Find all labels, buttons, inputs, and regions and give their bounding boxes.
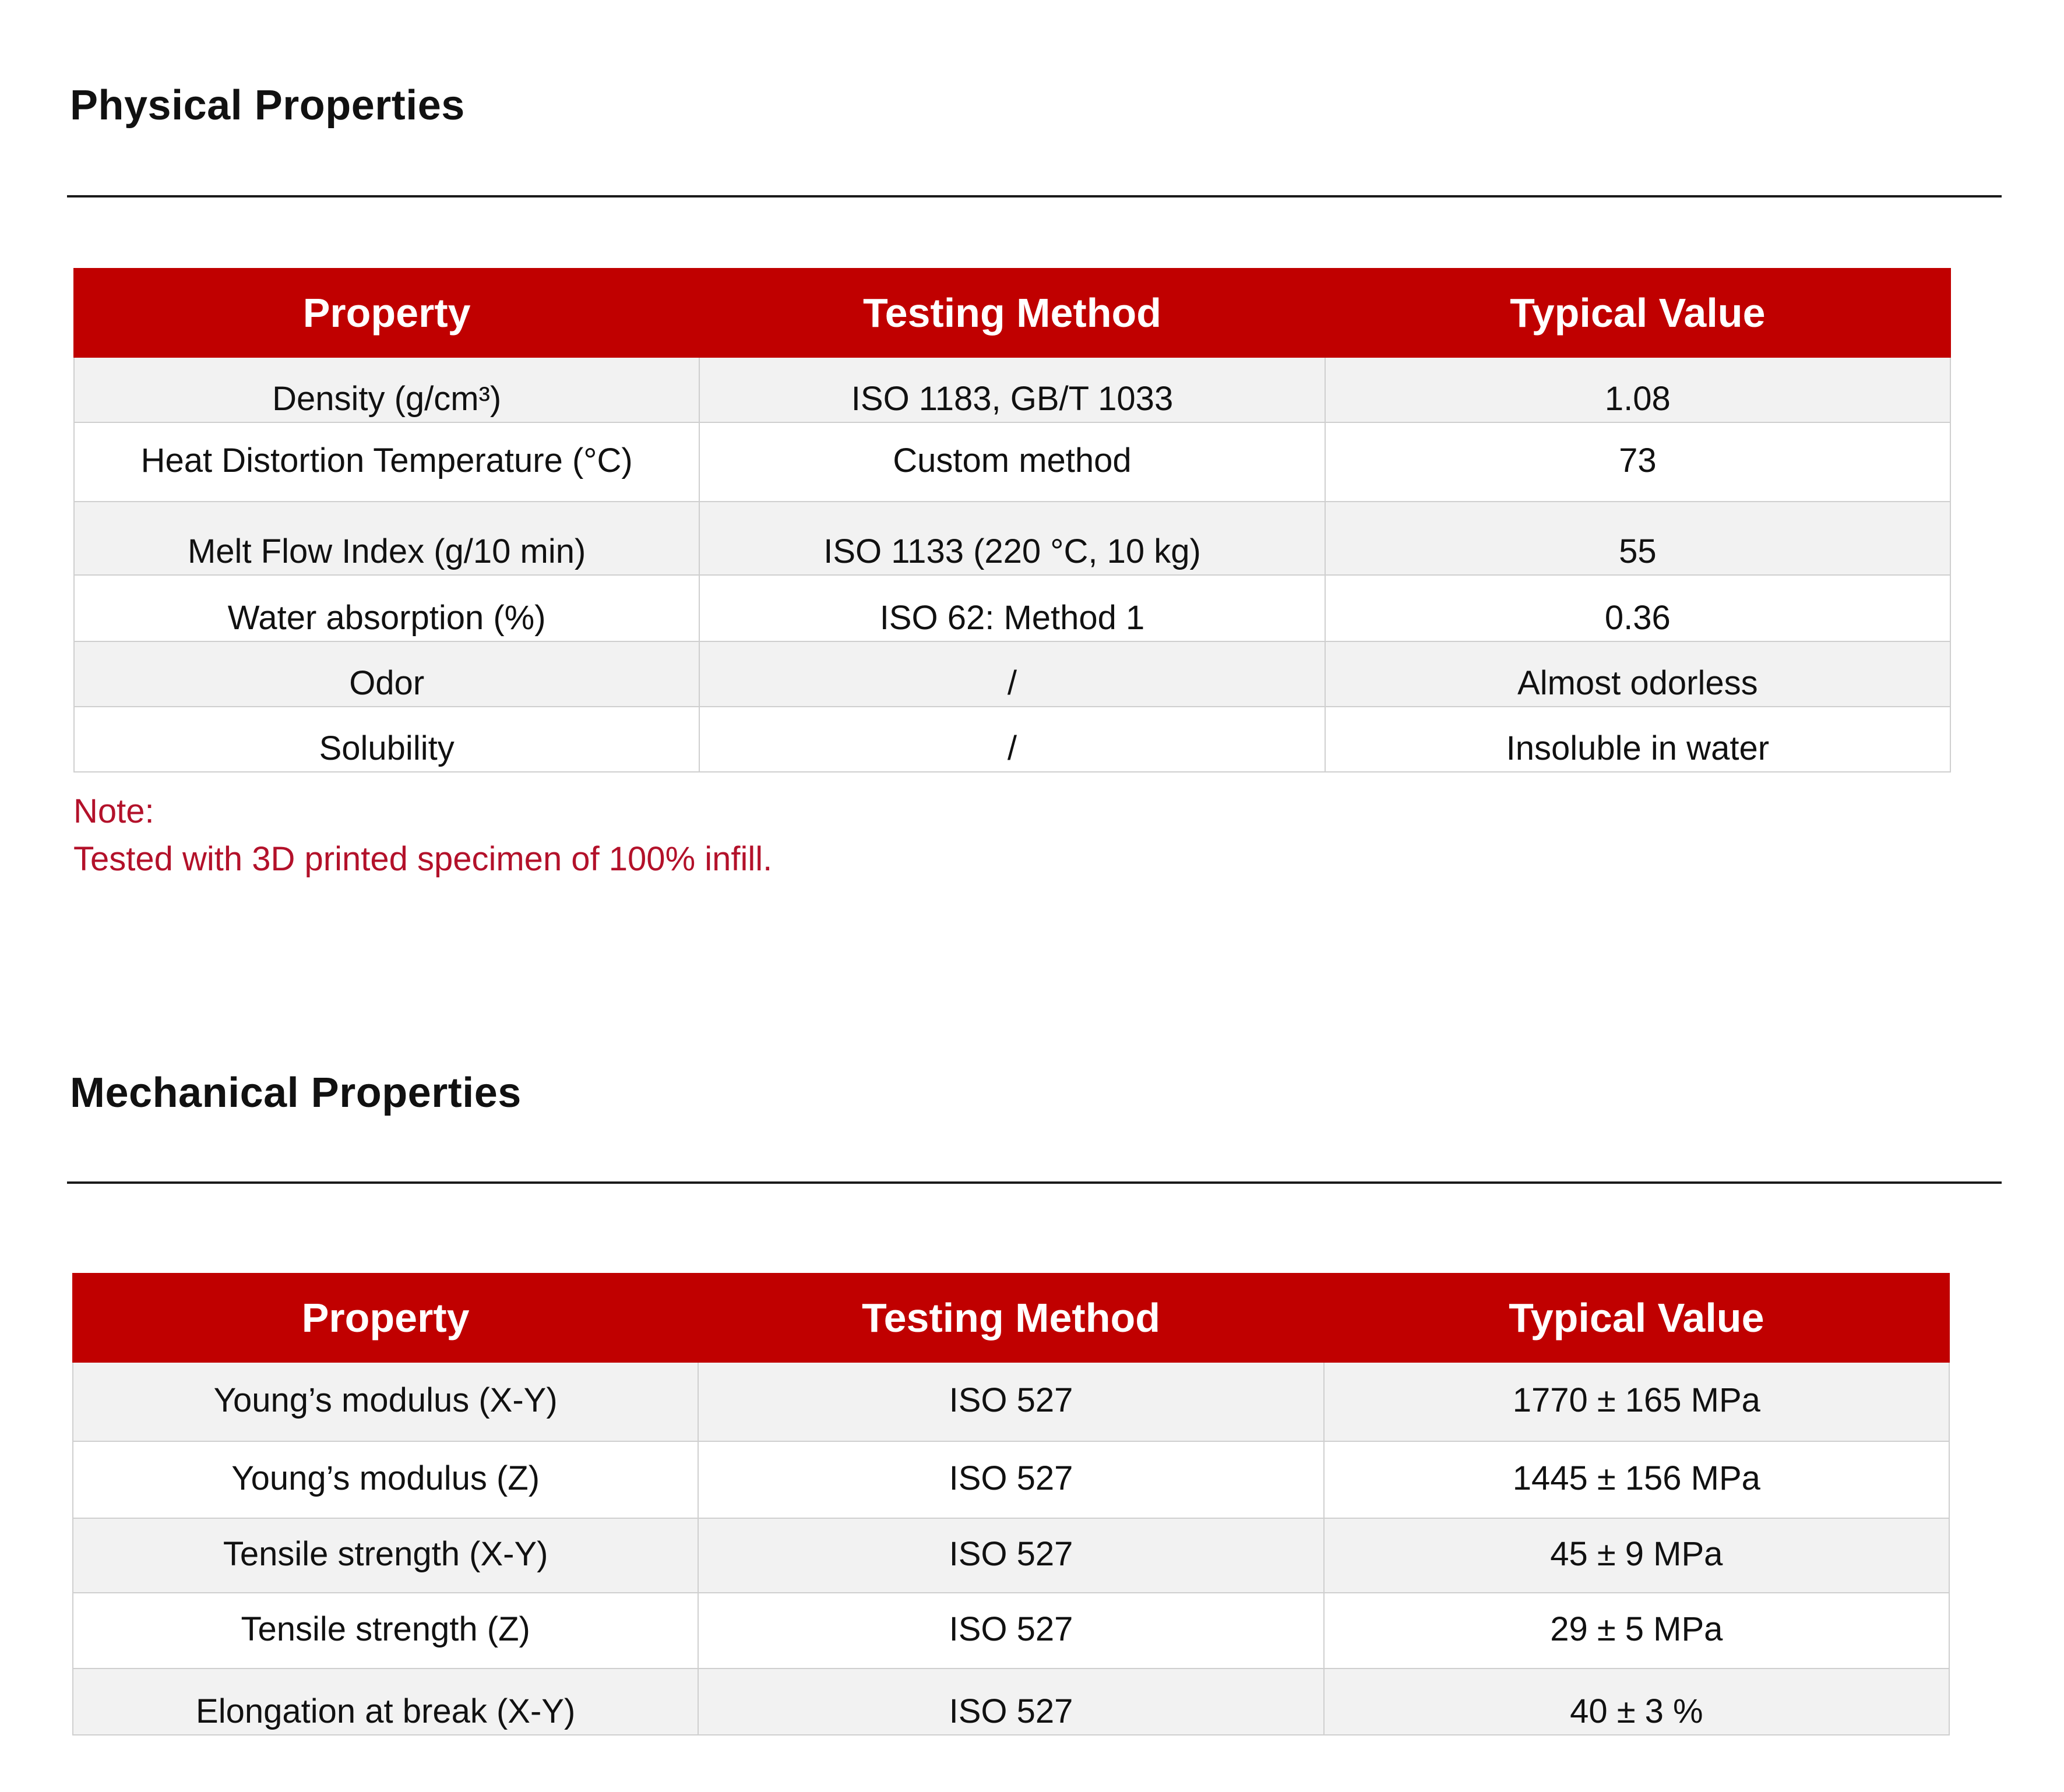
value-cell: 1770 ± 165 MPa — [1324, 1362, 1949, 1441]
table-row — [73, 1518, 1949, 1593]
method-cell: ISO 62: Method 1 — [699, 575, 1325, 641]
table-row — [74, 575, 1950, 641]
mechanical-divider — [67, 1181, 2002, 1184]
value-cell: 1.08 — [1325, 357, 1950, 422]
physical-properties-table — [73, 268, 1951, 772]
property-cell: Young’s modulus (X-Y) — [73, 1362, 698, 1441]
value-cell: 40 ± 3 % — [1324, 1668, 1949, 1735]
value-cell: 1445 ± 156 MPa — [1324, 1441, 1949, 1518]
column-header-testing-method: Testing Method — [698, 1274, 1323, 1362]
physical-note — [73, 788, 772, 883]
method-cell: / — [699, 707, 1325, 772]
physical-divider — [67, 195, 2002, 197]
table-row — [74, 357, 1950, 422]
table-header-row — [74, 269, 1950, 357]
mechanical-properties-table — [72, 1273, 1950, 1735]
mechanical-properties-title: Mechanical Properties — [70, 1070, 522, 1116]
table-header-row — [73, 1274, 1949, 1362]
property-cell: Solubility — [74, 707, 699, 772]
table-row — [74, 502, 1950, 575]
method-cell: / — [699, 641, 1325, 707]
value-cell: Insoluble in water — [1325, 707, 1950, 772]
value-cell: 45 ± 9 MPa — [1324, 1518, 1949, 1593]
value-cell: 29 ± 5 MPa — [1324, 1593, 1949, 1668]
method-cell: ISO 527 — [698, 1362, 1323, 1441]
property-cell: Tensile strength (Z) — [73, 1593, 698, 1668]
property-cell: Elongation at break (X-Y) — [73, 1668, 698, 1735]
method-cell: ISO 527 — [698, 1593, 1323, 1668]
method-cell: ISO 1183, GB/T 1033 — [699, 357, 1325, 422]
property-cell: Density (g/cm³) — [74, 357, 699, 422]
table-row — [73, 1441, 1949, 1518]
property-cell: Water absorption (%) — [74, 575, 699, 641]
table-row — [73, 1668, 1949, 1735]
property-cell: Melt Flow Index (g/10 min) — [74, 502, 699, 575]
property-cell: Young’s modulus (Z) — [73, 1441, 698, 1518]
column-header-property: Property — [74, 269, 699, 357]
property-cell: Odor — [74, 641, 699, 707]
method-cell: Custom method — [699, 422, 1325, 502]
column-header-typical-value: Typical Value — [1324, 1274, 1949, 1362]
value-cell: 55 — [1325, 502, 1950, 575]
table-row — [73, 1362, 1949, 1441]
note-text: Tested with 3D printed specimen of 100% infill. — [73, 840, 773, 878]
value-cell: Almost odorless — [1325, 641, 1950, 707]
table-row — [74, 707, 1950, 772]
physical-properties-title: Physical Properties — [70, 82, 465, 129]
property-cell: Tensile strength (X-Y) — [73, 1518, 698, 1593]
method-cell: ISO 527 — [698, 1441, 1323, 1518]
method-cell: ISO 527 — [698, 1518, 1323, 1593]
value-cell: 73 — [1325, 422, 1950, 502]
column-header-typical-value: Typical Value — [1325, 269, 1950, 357]
column-header-property: Property — [73, 1274, 698, 1362]
value-cell: 0.36 — [1325, 575, 1950, 641]
table-row — [73, 1593, 1949, 1668]
note-label: Note: — [73, 792, 154, 830]
property-cell: Heat Distortion Temperature (°C) — [74, 422, 699, 502]
method-cell: ISO 1133 (220 °C, 10 kg) — [699, 502, 1325, 575]
column-header-testing-method: Testing Method — [699, 269, 1325, 357]
method-cell: ISO 527 — [698, 1668, 1323, 1735]
table-row — [74, 422, 1950, 502]
table-row — [74, 641, 1950, 707]
